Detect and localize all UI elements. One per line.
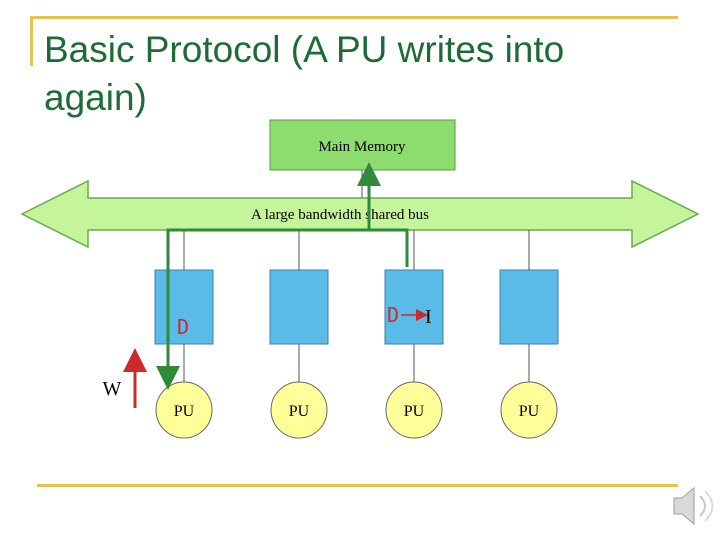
bottom-rule bbox=[37, 484, 678, 487]
bus-label: A large bandwidth shared bus bbox=[250, 207, 430, 223]
write-label: W bbox=[102, 378, 122, 400]
cache-state-pu3-to: I bbox=[425, 306, 432, 328]
cache-state-pu3-from: D bbox=[387, 303, 400, 327]
cache-state-pu1: D bbox=[177, 315, 190, 339]
pu-label-4: PU bbox=[518, 403, 540, 420]
pu-label-2: PU bbox=[288, 403, 310, 420]
main-memory-label: Main Memory bbox=[318, 139, 406, 155]
cache-block-2 bbox=[270, 270, 328, 344]
pu-label-1: PU bbox=[173, 403, 195, 420]
cache-block-4 bbox=[500, 270, 558, 344]
slide-title: Basic Protocol (A PU writes into again) bbox=[44, 29, 565, 118]
pu-label-3: PU bbox=[403, 403, 425, 420]
speaker-icon[interactable] bbox=[674, 488, 713, 524]
